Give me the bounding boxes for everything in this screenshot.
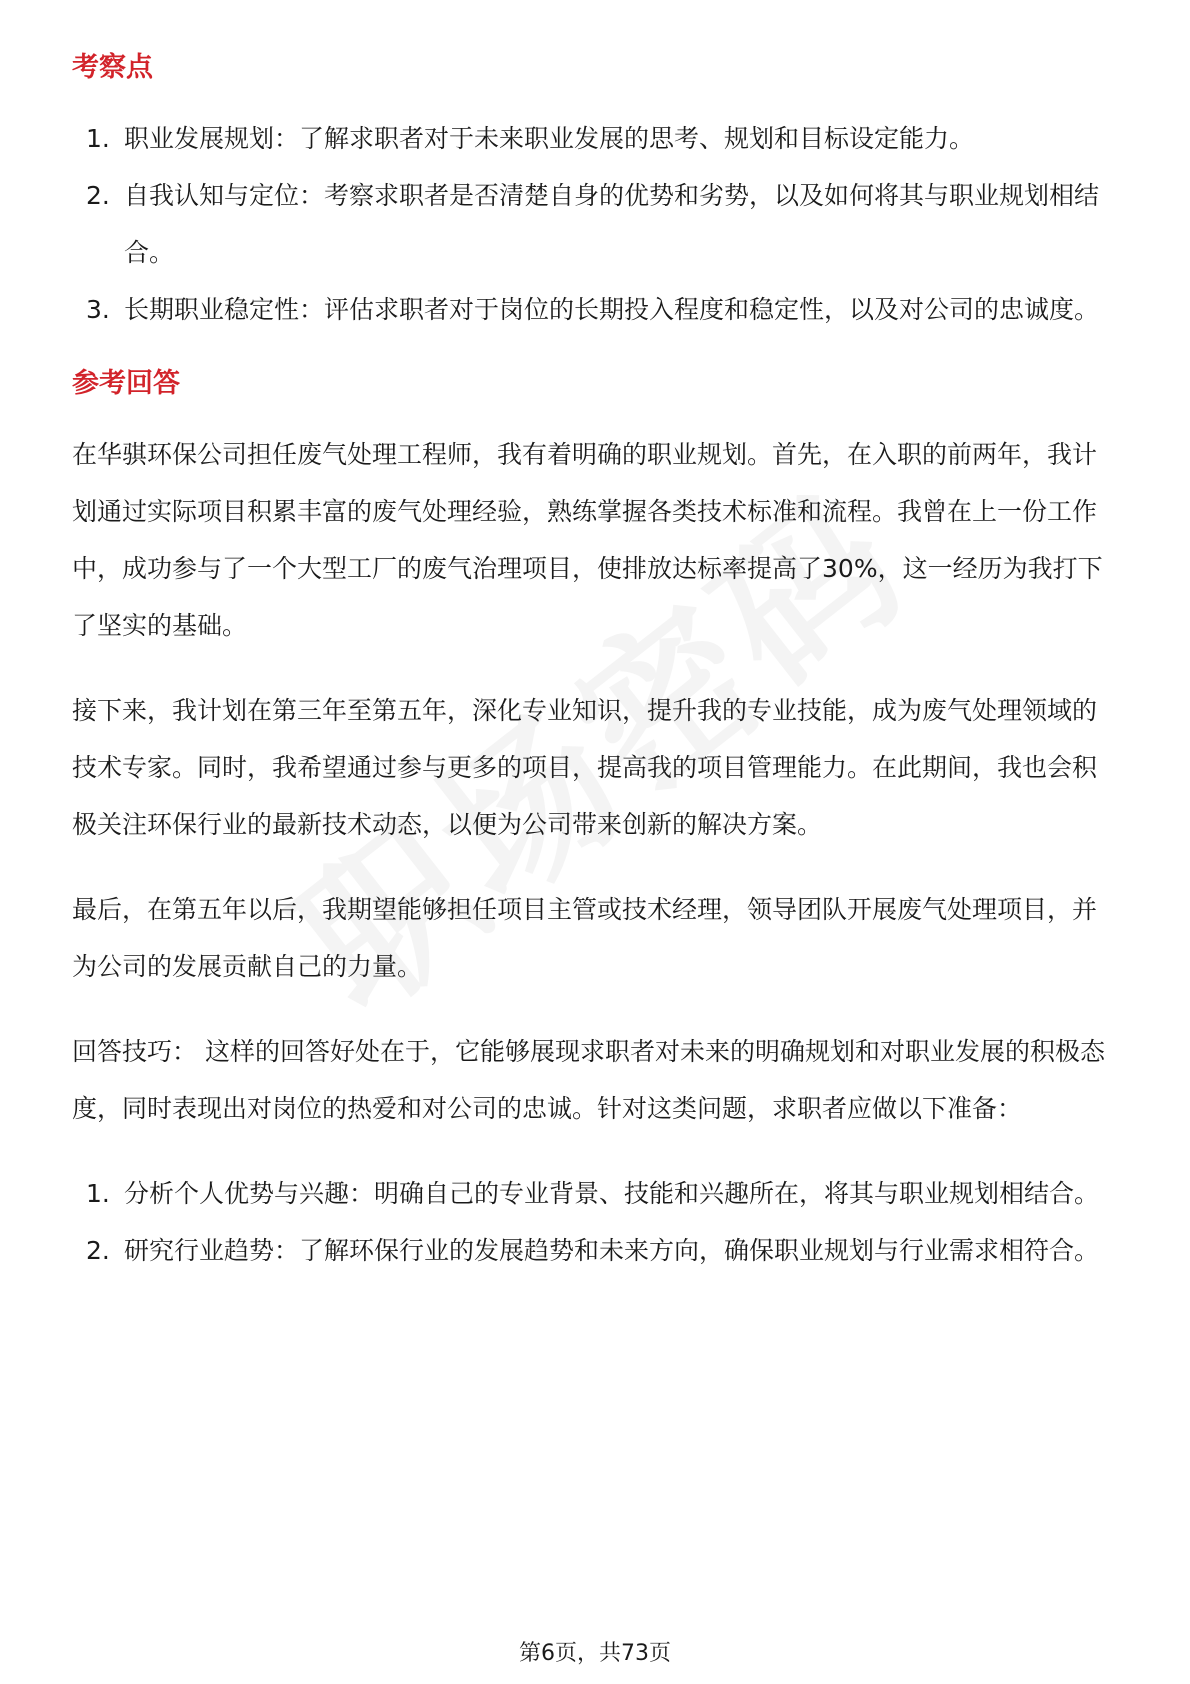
list-number: 2.	[86, 1236, 110, 1265]
list-item-text: 研究行业趋势：了解环保行业的发展趋势和未来方向，确保职业规划与行业需求相符合。	[124, 1236, 1100, 1265]
preparation-tips-list	[72, 1165, 1118, 1279]
page-footer: 第6页，共73页	[519, 1641, 671, 1666]
answer-paragraph: 接下来，我计划在第三年至第五年，深化专业知识，提升我的专业技能，成为废气处理领域的技术专家。同时，我希望通过参与更多的项目，提高我的项目管理能力。在此期间，我也会积极关注环保行业的最新技术动态，以便为公司带来创新的解决方案。	[72, 696, 1098, 839]
section-title-key-points: 考察点	[72, 52, 153, 83]
list-item	[72, 1165, 1118, 1222]
section-title-reference-answer: 参考回答	[72, 368, 180, 399]
answer-paragraph: 最后，在第五年以后，我期望能够担任项目主管或技术经理，领导团队开展废气处理项目，并为公司的发展贡献自己的力量。	[72, 895, 1098, 981]
list-item-text: 自我认知与定位：考察求职者是否清楚自身的优势和劣势，以及如何将其与职业规划相结合。	[124, 181, 1100, 267]
list-item	[72, 167, 1118, 281]
list-number: 2.	[86, 181, 110, 210]
list-item	[72, 1222, 1118, 1279]
list-item	[72, 281, 1118, 338]
list-number: 3.	[86, 295, 110, 324]
answer-paragraph: 在华骐环保公司担任废气处理工程师，我有着明确的职业规划。首先，在入职的前两年，我计划通过实际项目积累丰富的废气处理经验，熟练掌握各类技术标准和流程。我曾在上一份工作中，成功参与了一个大型工厂的废气治理项目，使排放达标率提高了30%，这一经历为我打下了坚实的基础。	[72, 440, 1103, 640]
list-item-text: 分析个人优势与兴趣：明确自己的专业背景、技能和兴趣所在，将其与职业规划相结合。	[124, 1179, 1100, 1208]
list-item	[72, 110, 1118, 167]
list-number: 1.	[86, 124, 110, 153]
list-item-text: 职业发展规划：了解求职者对于未来职业发展的思考、规划和目标设定能力。	[124, 124, 975, 153]
document-page	[72, 48, 1118, 1279]
list-item-text: 长期职业稳定性：评估求职者对于岗位的长期投入程度和稳定性，以及对公司的忠诚度。	[124, 295, 1100, 324]
answer-tips-paragraph: 回答技巧： 这样的回答好处在于，它能够展现求职者对未来的明确规划和对职业发展的积极态度，同时表现出对岗位的热爱和对公司的忠诚。针对这类问题，求职者应做以下准备：	[72, 1037, 1105, 1123]
key-points-list	[72, 110, 1118, 338]
list-number: 1.	[86, 1179, 110, 1208]
